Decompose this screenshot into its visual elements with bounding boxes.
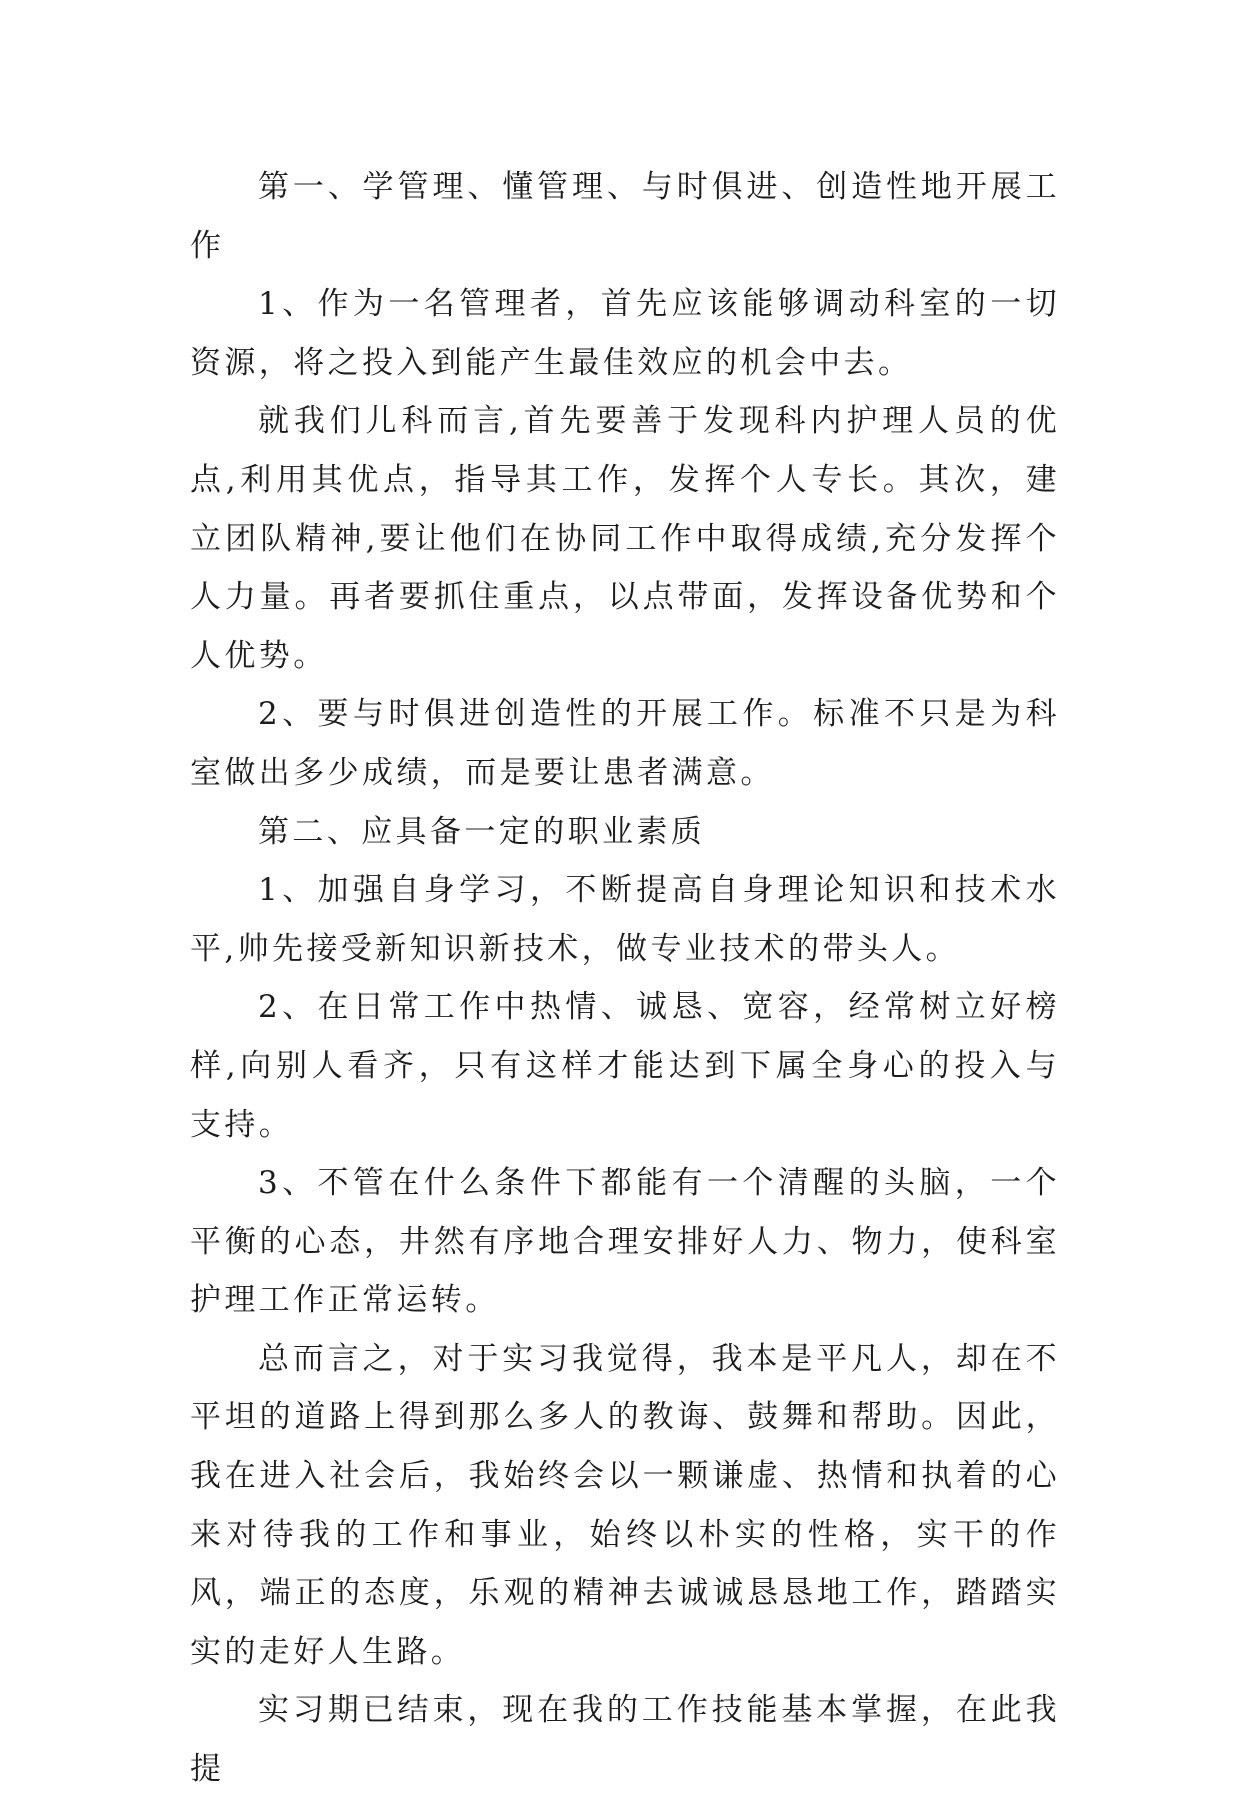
document-body <box>190 158 1060 1799</box>
section-heading-management: 第一、学管理、懂管理、与时俱进、创造性地开展工作 <box>190 169 1060 264</box>
paragraph: 总而言之，对于实习我觉得，我本是平凡人，却在不平坦的道路上得到那么多人的教诲、鼓舞和帮助。因此，我在进入社会后，我始终会以一颗谦虚、热情和执着的心来对待我的工作和事业，始终以朴实的性格，实干的作风，端正的态度，乐观的精神去诚诚恳恳地工作，踏踏实实的走好人生路。 <box>190 1340 1060 1670</box>
paragraph: 3、不管在什么条件下都能有一个清醒的头脑，一个平衡的心态，井然有序地合理安排好人力、物力，使科室护理工作正常运转。 <box>190 1165 1060 1319</box>
paragraph: 就我们儿科而言,首先要善于发现科内护理人员的优点,利用其优点，指导其工作，发挥个人专长。其次，建立团队精神,要让他们在协同工作中取得成绩,充分发挥个人力量。再者要抓住重点，以点带面，发挥设备优势和个人优势。 <box>190 403 1060 674</box>
paragraph: 1、作为一名管理者，首先应该能够调动科室的一切资源，将之投入到能产生最佳效应的机会中去。 <box>190 286 1060 381</box>
paragraph: 实习期已结束，现在我的工作技能基本掌握，在此我提 <box>190 1692 1060 1788</box>
paragraph: 2、要与时俱进创造性的开展工作。标准不只是为科室做出多少成绩，而是要让患者满意。 <box>190 696 1060 791</box>
paragraph: 1、加强自身学习，不断提高自身理论知识和技术水平,帅先接受新知识新技术，做专业技术的带头人。 <box>190 872 1060 967</box>
paragraph: 2、在日常工作中热情、诚恳、宽容，经常树立好榜样,向别人看齐，只有这样才能达到下属全身心的投入与支持。 <box>190 989 1060 1143</box>
section-heading-professional-quality: 第二、应具备一定的职业素质 <box>258 813 706 850</box>
